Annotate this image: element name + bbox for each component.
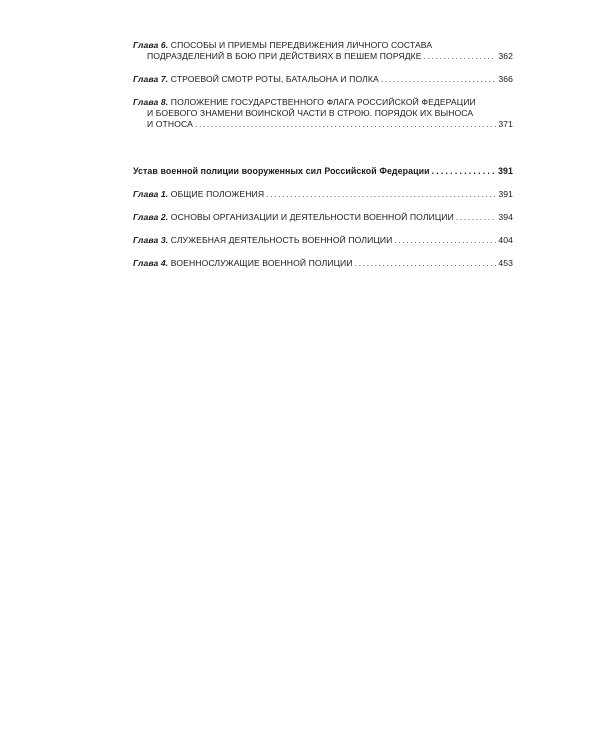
toc-entry-section-chapter-4[interactable] xyxy=(133,258,513,269)
chapter-title-line: ПОЛОЖЕНИЕ ГОСУДАРСТВЕННОГО ФЛАГА РОССИЙСКОЙ ФЕДЕРАЦИИ xyxy=(170,97,476,107)
chapter-title-line xyxy=(133,74,379,85)
chapter-title-line xyxy=(133,235,392,246)
toc-section-line xyxy=(133,166,513,177)
toc-entry-last-line xyxy=(133,189,513,200)
toc-entry-line xyxy=(133,97,513,108)
page-number: 391 xyxy=(498,166,513,176)
chapter-label: Глава 8. xyxy=(133,97,169,107)
page-number: 391 xyxy=(498,189,513,199)
dot-leader xyxy=(456,212,496,223)
toc-entry-chapter-6[interactable] xyxy=(133,40,513,62)
toc-entry-chapter-8[interactable] xyxy=(133,97,513,130)
chapter-title-line xyxy=(133,212,454,223)
toc-entry-section-chapter-2[interactable] xyxy=(133,212,513,223)
toc-entry-last-line xyxy=(133,235,513,246)
chapter-title: ВОЕННОСЛУЖАЩИЕ ВОЕННОЙ ПОЛИЦИИ xyxy=(170,258,353,268)
toc-entry-last-line xyxy=(133,212,513,223)
chapter-label: Глава 6. xyxy=(133,40,169,50)
chapter-title-line: И БОЕВОГО ЗНАМЕНИ ВОИНСКОЙ ЧАСТИ В СТРОЮ. ПОРЯДОК ИХ ВЫНОСА xyxy=(147,108,474,118)
toc-entry-section-chapter-1[interactable] xyxy=(133,189,513,200)
dot-leader xyxy=(381,74,497,85)
toc-entry-last-line xyxy=(133,74,513,85)
section-title: Устав военной полиции вооруженных сил Российской Федерации xyxy=(133,166,430,176)
dot-leader xyxy=(394,235,496,246)
toc-entry-section-chapter-3[interactable] xyxy=(133,235,513,246)
toc-entry-last-line xyxy=(133,51,513,62)
dot-leader xyxy=(432,166,496,177)
dot-leader xyxy=(424,51,497,62)
chapter-label: Глава 3. xyxy=(133,235,169,245)
page-number: 453 xyxy=(498,258,513,268)
toc-entry-last-line xyxy=(133,258,513,269)
dot-leader xyxy=(355,258,497,269)
chapter-title-line: ПОДРАЗДЕЛЕНИЙ В БОЮ ПРИ ДЕЙСТВИЯХ В ПЕШЕМ ПОРЯДКЕ xyxy=(147,51,422,61)
page-number: 394 xyxy=(498,212,513,222)
toc-entry-last-line xyxy=(133,119,513,130)
page-number: 404 xyxy=(498,235,513,245)
page-number: 362 xyxy=(498,51,513,61)
page-number: 371 xyxy=(498,119,513,129)
toc-section-military-police-charter[interactable] xyxy=(133,166,513,177)
chapter-title-line xyxy=(133,258,353,269)
page-number: 366 xyxy=(498,74,513,84)
chapter-label: Глава 1. xyxy=(133,189,169,199)
chapter-label: Глава 2. xyxy=(133,212,169,222)
chapter-label: Глава 4. xyxy=(133,258,169,268)
chapter-title-line: СПОСОБЫ И ПРИЕМЫ ПЕРЕДВИЖЕНИЯ ЛИЧНОГО СОСТАВА xyxy=(170,40,433,50)
toc-entry-chapter-7[interactable] xyxy=(133,74,513,85)
table-of-contents xyxy=(133,40,513,269)
toc-entry-line xyxy=(133,40,513,51)
chapter-title: СЛУЖЕБНАЯ ДЕЯТЕЛЬНОСТЬ ВОЕННОЙ ПОЛИЦИИ xyxy=(170,235,393,245)
chapter-label: Глава 7. xyxy=(133,74,169,84)
chapter-title: ОБЩИЕ ПОЛОЖЕНИЯ xyxy=(170,189,265,199)
dot-leader xyxy=(266,189,496,200)
chapter-title: ОСНОВЫ ОРГАНИЗАЦИИ И ДЕЯТЕЛЬНОСТИ ВОЕННОЙ ПОЛИЦИИ xyxy=(170,212,454,222)
chapter-title-line xyxy=(133,189,264,200)
chapter-title: СТРОЕВОЙ СМОТР РОТЫ, БАТАЛЬОНА И ПОЛКА xyxy=(170,74,379,84)
dot-leader xyxy=(195,119,496,130)
chapter-title-line: И ОТНОСА xyxy=(147,119,193,129)
